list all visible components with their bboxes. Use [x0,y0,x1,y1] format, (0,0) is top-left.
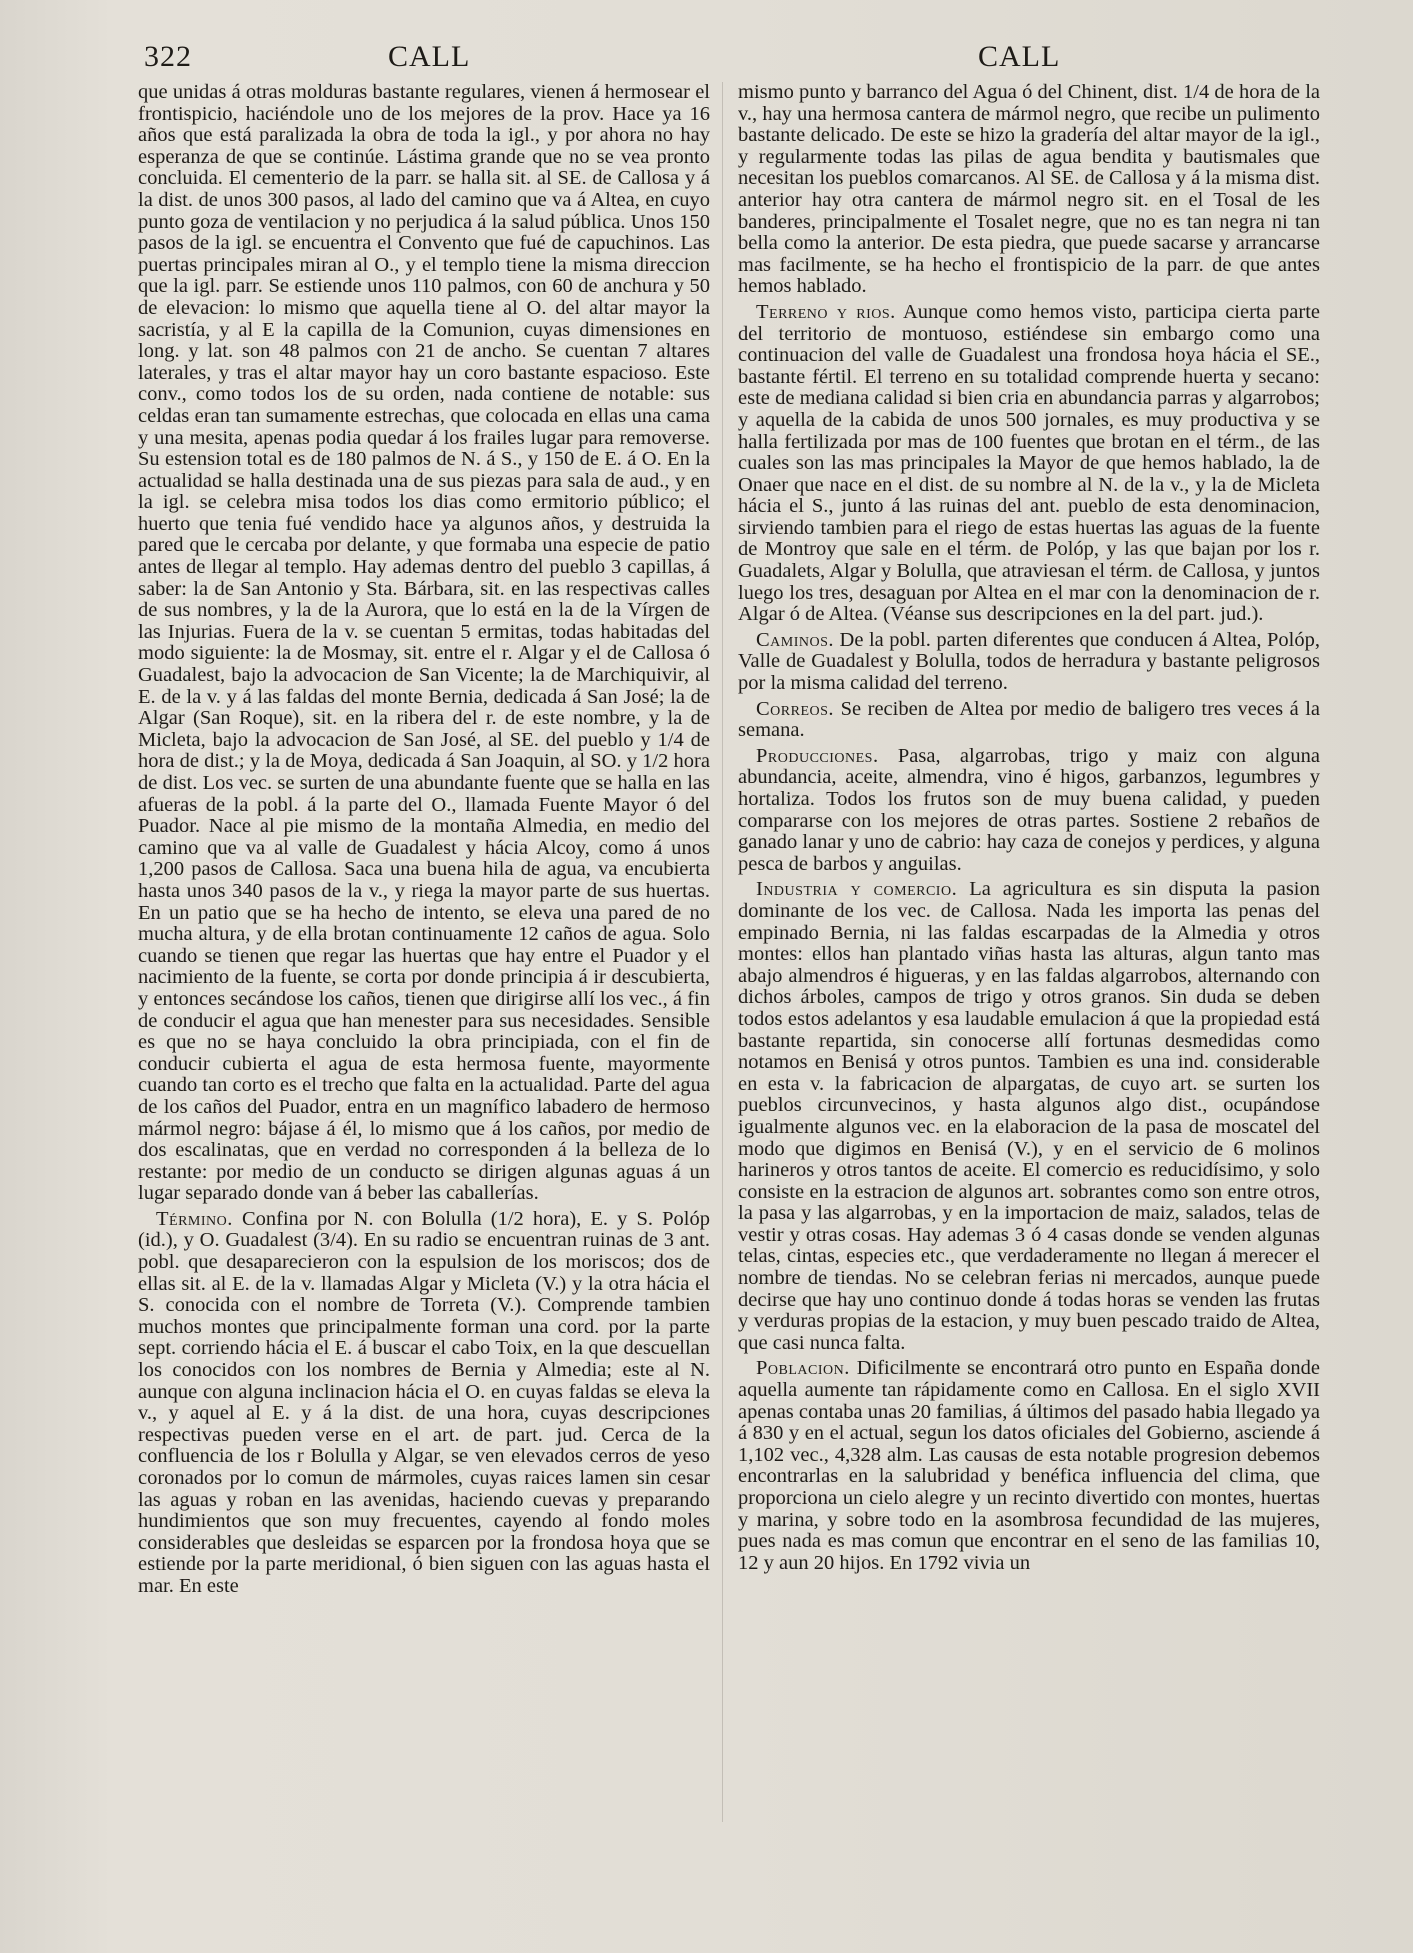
left-running-title: CALL [388,40,471,73]
poblacion-text: Dificilmente se encontrará otro punto en España donde aquella aumente tan rápidamente como en Callosa. En el siglo XVII apenas contaba unas 20 familias, á últimos del pasado habia llegado ya á 830 y en el actual, segun los datos oficiales del Gobierno, asciende á 1,102 vec., 4,328 alm. Las causas de esta notable progresion debemos encontrarlas en la salubridad y benéfica influencia del clima, que proporciona un cielo alegre y un recinto divertido con montes, huertas y marina, y sobre todo en la asombrosa fecundidad de las mujeres, pues nada es mas comun que encontrar en el seno de las familias 10, 12 y aun 20 hijos. En 1792 vivia un [738,1357,1320,1574]
terreno-heading: Terreno y rios. [756,300,896,323]
termino-heading: Término. [156,1207,233,1230]
producciones-paragraph [738,746,1320,876]
poblacion-heading: Poblacion. [756,1357,850,1380]
convent-description-paragraph: que unidas á otras molduras bastante regulares, vienen á hermosear el frontispicio, haciéndole uno de los mejores de la prov. Hace ya 16 años que está paralizada la obra de toda la igl., y por ahora no hay esperanza de que se continúe. Lástima grande que no se vea pronto concluida. El cementerio de la parr. se halla sit. al SE. de Callosa y á la dist. de unos 300 pasos, al lado del camino que va á Altea, en cuyo punto goza de ventilacion y no perjudica á la salud pública. Unos 150 pasos de la igl. se encuentra el Convento que fué de capuchinos. Las puertas principales miran al O., y el templo tiene la misma direccion que la igl. parr. Se estiende unos 110 palmos, con 60 de anchura y 50 de elevacion: lo mismo que aquella tiene al O. del altar mayor la sacristía, y al E la capilla de la Comunion, cuyas dimensiones en long. y lat. son 48 palmos con 21 de ancho. Se cuentan 7 altares laterales, y tras el altar mayor hay un coro bastante espacioso. Este conv., como todos los de su orden, nada contiene de notable: sus celdas eran tan sumamente estrechas, que colocada en ellas una cama y una mesita, apenas podia quedar á los frailes lugar para removerse. Su estension total es de 180 palmos de N. á S., y 150 de E. á O. En la actualidad se halla destinada una de sus piezas para sala de aud., y en la igl. se celebra misa todos los dias como ermitorio público; el huerto que tenia fué vendido hace ya algunos años, y destruida la pared que le cercaba por delante, y que formaba una especie de patio antes de llegar al templo. Hay ademas dentro del pueblo 3 capillas, á saber: la de San Antonio y Sta. Bárbara, sit. en las respectivas calles de sus nombres, y la de la Aurora, que lo está en la de la Vírgen de las Injurias. Fuera de la v. se cuentan 5 ermitas, todas habitadas del modo siguiente: la de Mosmay, sit. entre el r. Algar y el de Callosa ó Guadalest, bajo la advocacion de San Vicente; la de Marchiquivir, al E. de la v. y á las faldas del monte Bernia, dedicada á San José; la de Algar (San Roque), sit. en la ribera del r. de este nombre, y la de Micleta, bajo la advocacion de San José, al SE. del pueblo y 1/4 de hora de dist.; y la de Moya, dedicada á San Joaquin, al SO. y 1/2 hora de dist. Los vec. se surten de una abundante fuente que se halla en las afueras de la pobl. á la parte del O., llamada Fuente Mayor ó del Puador. Nace al pie mismo de la montaña Almedia, en medio del camino que va al valle de Guadalest y hácia Alcoy, como á unos 1,200 pasos de Callosa. Saca una buena hila de agua, va encubierta hasta unos 340 pasos de la v., y riega la mayor parte de sus huertas. En un patio que se ha hecho de intento, se eleva una pared de no mucha altura, y de ella brotan continuamente 12 caños de agua. Solo cuando se tienen que regar las huertas que hay entre el Puador y el nacimiento de la fuente, se corta por donde principia á ir descubierta, y entonces secándose los caños, tienen que dirigirse allí los vec., á fin de conducir el agua que han menester para sus necesidades. Sensible es que no se haya concluido la obra principiada, con el fin de conducir cubierta el agua de esta hermosa fuente, mayormente cuando tan corto es el trecho que falta en la actualidad. Parte del agua de los caños del Puador, entra en un magnífico labadero de hermoso mármol negro: bájase á él, lo mismo que á los caños, por medio de dos escalinatas, que en verdad no corresponden á la belleza de lo restante: por medio de un conducto se dirigen algunas aguas á un lugar separado donde van á beber las caballerías. [138,81,710,1205]
right-running-title: CALL [978,40,1061,73]
terreno-paragraph [738,302,1320,626]
industria-text: La agricultura es sin disputa la pasion dominante de los vec. de Callosa. Nada les importa las penas del empinado Bernia, ni las faldas escarpadas de la Almedia y otros montes: ellos han plantado viñas hasta las alturas, algun tanto mas abajo almendros é higueras, y en las faldas algarrobos, alternando con dichos árboles, campos de trigo y otros granos. Sin duda se deben todos estos adelantos y esa laudable emulacion á que la propiedad está bastante repartida, sin conocerse allí fortunas desmedidas como notamos en Benisá y otros puntos. Tambien es una ind. considerable en esta v. la fabricacion de alpargatas, de cuyo art. se surten los pueblos circunvecinos, y hasta algunos algo dist., ocupándose igualmente algunos vec. en la elaboracion de la pasa de moscatel del modo que digimos en Benisá (V.), y en el servicio de 6 molinos harineros y otros tantos de aceite. El comercio es reducidísimo, y solo consiste en la estracion de algunos art. sobrantes como son entre otros, la pasa y las algarrobas, y en la importacion de maiz, salados, telas de vestir y otras cosas. Hay ademas 3 ó 4 casas donde se venden algunas telas, cintas, especies etc., que verdaderamente no llegan á merecer el nombre de tiendas. No se celebran ferias ni mercados, aunque puede decirse que hay uno continuo donde á todas horas se venden las frutas y verduras propias de la estacion, y muy buen pescado traido de Altea, que casi nunca falta. [738,878,1320,1354]
correos-text: Se reciben de Altea por medio de baligero tres veces á la semana. [738,697,1321,742]
producciones-text: Pasa, algarrobas, trigo y maiz con alguna abundancia, aceite, almendra, vino é higos, garbanzos, legumbres y hortaliza. Todos los frutos son de muy buena calidad, y pueden compararse con los mejores de otras partes. Sostiene 2 rebaños de ganado lanar y uno de cabrio: hay caza de conejos y perdices, y alguna pesca de barbos y anguilas. [738,744,1321,875]
left-column [138,82,710,1598]
caminos-text: De la pobl. parten diferentes que conducen á Altea, Polóp, Valle de Guadalest y Bolulla, todos de herradura y bastante peligrosos por la misma calidad del terreno. [738,628,1320,695]
termino-text: Confina por N. con Bolulla (1/2 hora), E. y S. Polóp (id.), y O. Guadalest (3/4). En su radio se encuentran ruinas de 3 ant. pobl. que desaparecieron con la espulsion de los moriscos; dos de ellas sit. al E. de la v. llamadas Algar y Micleta (V.) y la otra hácia el S. conocida con el nombre de Torreta (V.). Comprende tambien muchos montes que principalmente forman una cord. por la parte sept. corriendo hácia el E. á buscar el cabo Toix, en la que descuellan los conocidos con los nombres de Bernia y Almedia; este al N. aunque con alguna inclinacion hácia el O. en cuyas faldas se eleva la v., y aquel al E. y á la dist. de una hora, cuyas descripciones respectivas pueden verse en el art. de part. jud. Cerca de la confluencia de los r Bolulla y Algar, se ven elevados cerros de yeso coronados por lo comun de mármoles, cuyas raices lamen sin cesar las aguas y roban en las avenidas, haciendo cuevas y preparando hundimientos que son muy frecuentes, cayendo al fondo moles considerables que desleidas se esparcen por la frondosa hoya que se estiende por la parte meridional, ó bien siguen con las aguas hasta el mar. En este [138,1207,710,1597]
running-head [0,40,1413,80]
page-number: 322 [144,40,192,73]
termino-paragraph [138,1209,710,1598]
producciones-heading: Producciones. [756,744,879,767]
caminos-heading: Caminos. [756,628,835,651]
terreno-text: Aunque como hemos visto, participa cierta parte del territorio de montuoso, estiéndese sin embargo como una continuacion del valle de Guadalest una frondosa hoya hácia el SE., bastante fértil. El terreno en su totalidad comprende huerta y secano: este de mediana calidad si bien cria en abundancia parras y algarrobos; y aquella de la cabida de unos 500 jornales, es muy productiva y se halla fertilizada por mas de 100 fuentes que brotan en el térm., de las cuales son las mas principales la Mayor de que hemos hablado, la de Onaer que nace en el dist. de su nombre al N. de la v., y la de Micleta hácia el S., junto á las ruinas del ant. pueblo de esta denominacion, sirviendo tambien para el riego de estas huertas las aguas de la fuente de Montroy que sale en el térm. de Polóp, y las que bajan por los r. Guadalets, Algar y Bolulla, que atraviesan el térm. de Callosa, y juntos luego los tres, desaguan por Altea en el mar con la denominacion de r. Algar ó de Altea. (Véanse sus descripciones en la del part. jud.). [738,300,1320,626]
correos-paragraph [738,699,1320,742]
industria-heading: Industria y comercio. [756,878,958,901]
poblacion-paragraph [738,1358,1320,1574]
caminos-paragraph [738,630,1320,695]
correos-heading: Correos. [756,697,835,720]
column-divider [722,82,723,1822]
right-column [738,82,1320,1574]
industria-paragraph [738,879,1320,1354]
quarry-paragraph: mismo punto y barranco del Agua ó del Chinent, dist. 1/4 de hora de la v., hay una hermosa cantera de mármol negro, que recibe un pulimento bastante delicado. De este se hizo la gradería del altar mayor de la igl., y regularmente todas las pilas de agua bendita y bautismales que necesitan los pueblos comarcanos. Al SE. de Callosa y á la misma dist. anterior hay otra cantera de mármol negro sit. en el Tosal de les banderes, principalmente el Tosalet negre, que no es tan negra ni tan bella como la anterior. De esta piedra, que puede sacarse y arrancarse mas facilmente, se ha hecho el frontispicio de la parr. de que antes hemos hablado. [738,81,1320,298]
